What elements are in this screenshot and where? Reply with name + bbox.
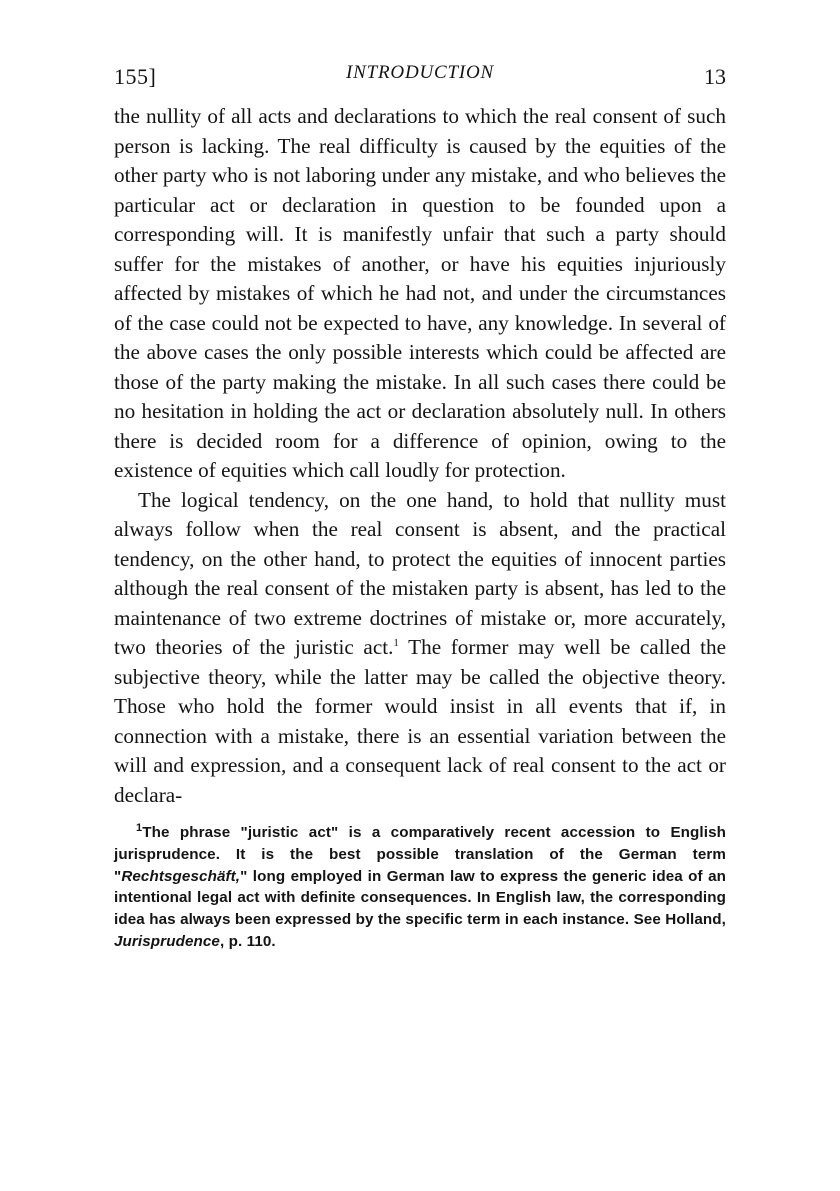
footnote-cited-work: Jurisprudence	[114, 932, 220, 950]
running-title: INTRODUCTION	[346, 62, 494, 83]
footnote-reference: 1	[393, 636, 399, 649]
footnote-text-3: , p. 110.	[219, 932, 276, 950]
paragraph-2	[114, 486, 726, 811]
book-page	[114, 60, 726, 953]
paragraph-2-text-after-note: The former may well be called the subjective theory, while the latter may be called the objective theory. Those who hold the former would insist in all events that if, in connection with a mistake, there is an essential variation between the will and expression, and a consequent lack of real consent to the act or declara-	[114, 635, 726, 807]
footnote-marker: 1	[136, 821, 143, 834]
paragraph-2-text-before-note: The logical tendency, on the one hand, to hold that nullity must always follow when the real consent is absent, and the practical tendency, on the other hand, to protect the equities of innocent parties although the real consent of the mistaken party is absent, has led to the maintenance of two extreme doctrines of mistake or, more accurately, two theories of the juristic act.	[114, 487, 726, 659]
footnote-text-1: The phrase "juristic act" is a comparatively recent accession to English jurisprudence. It is the best possible translation of the German term "	[114, 824, 726, 885]
footnote-text-2: " long employed in German law to express the generic idea of an intentional legal act with definite consequences. In English law, the corresponding idea has always been expressed by the specific term in each instance. See Holland,	[114, 867, 726, 929]
footnote-german-term: Rechtsgeschäft,	[121, 867, 241, 885]
running-header	[114, 60, 726, 94]
body-text	[114, 102, 726, 810]
page-reference: 155]	[114, 64, 157, 89]
footnote	[114, 822, 726, 953]
paragraph-1: the nullity of all acts and declarations to which the real consent of such person is lacking. The real difficulty is caused by the equities of the other party who is not laboring under any mistake, and who believes the particular act or declaration in question to be founded upon a corresponding will. It is manifestly unfair that such a party should suffer for the mistakes of another, or have his equities injuriously affected by mistakes of which he had not, and under the circumstances of the case could not be expected to have, any knowledge. In several of the above cases the only possible interests which could be affected are those of the party making the mistake. In all such cases there could be no hesitation in holding the act or declaration absolutely null. In others there is decided room for a difference of opinion, owing to the existence of equities which call loudly for protection.	[114, 104, 726, 482]
page-number: 13	[704, 64, 726, 89]
